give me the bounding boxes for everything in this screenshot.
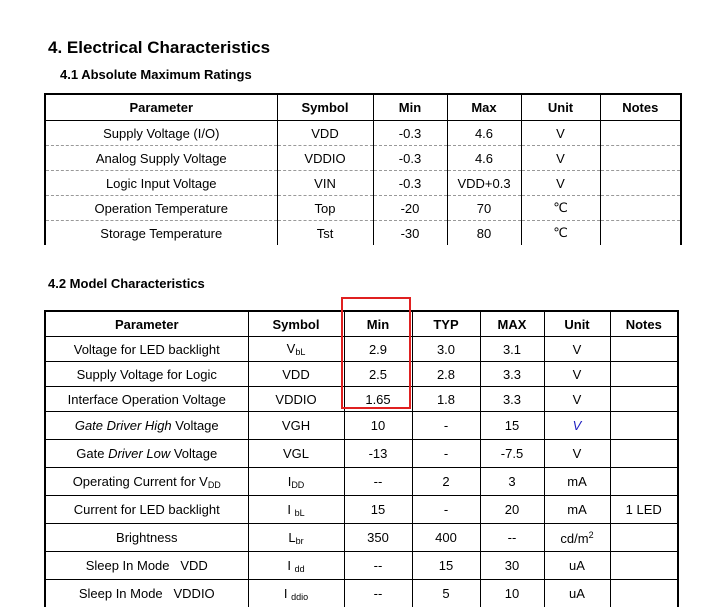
header-min: Min	[344, 311, 412, 337]
table-row	[45, 221, 681, 246]
table-row	[45, 337, 678, 362]
cell-typ: -	[412, 440, 480, 468]
header-unit: Unit	[521, 94, 600, 121]
cell-min: 15	[344, 496, 412, 524]
cell-parameter: Voltage for LED backlight	[45, 337, 248, 362]
cell-parameter: Supply Voltage (I/O)	[45, 121, 277, 146]
cell-unit	[544, 524, 610, 552]
cell-typ: -	[412, 496, 480, 524]
cell-symbol: VGH	[248, 412, 344, 440]
cell-min: 1.65	[344, 387, 412, 412]
cell-max: 3.3	[480, 362, 544, 387]
cell-parameter: Sleep In Mode VDDIO	[45, 580, 248, 608]
parameter-text: Operating Current for V	[72, 473, 208, 489]
parameter-prefix: Gate	[76, 446, 109, 461]
cell-symbol: VDD	[248, 362, 344, 387]
header-parameter: Parameter	[45, 311, 248, 337]
header-min: Min	[373, 94, 447, 121]
table-row	[45, 440, 678, 468]
cell-min: -13	[344, 440, 412, 468]
cell-notes	[600, 146, 681, 171]
cell-parameter: Analog Supply Voltage	[45, 146, 277, 171]
header-notes: Notes	[610, 311, 678, 337]
header-parameter: Parameter	[45, 94, 277, 121]
cell-max: --	[480, 524, 544, 552]
cell-unit: V	[521, 171, 600, 196]
cell-notes	[610, 412, 678, 440]
cell-parameter: Brightness	[45, 524, 248, 552]
cell-max: 20	[480, 496, 544, 524]
cell-min: 2.5	[344, 362, 412, 387]
cell-max: VDD+0.3	[447, 171, 521, 196]
header-symbol: Symbol	[277, 94, 373, 121]
table-row	[45, 524, 678, 552]
cell-parameter: Logic Input Voltage	[45, 171, 277, 196]
table-header-row	[45, 94, 681, 121]
table-row	[45, 387, 678, 412]
cell-min: -30	[373, 221, 447, 246]
cell-notes	[610, 337, 678, 362]
cell-unit: V	[544, 440, 610, 468]
cell-typ: 5	[412, 580, 480, 608]
symbol-subscript: bL	[295, 347, 306, 357]
cell-unit: V	[544, 387, 610, 412]
symbol-main: I	[287, 473, 292, 489]
symbol-subscript: dd	[294, 563, 305, 574]
cell-max: 10	[480, 580, 544, 608]
cell-max: 3.1	[480, 337, 544, 362]
cell-notes	[600, 171, 681, 196]
cell-parameter	[45, 412, 248, 440]
cell-max: 3	[480, 468, 544, 496]
table-row	[45, 552, 678, 580]
cell-parameter: Operation Temperature	[45, 196, 277, 221]
cell-max: 30	[480, 552, 544, 580]
cell-symbol	[248, 468, 344, 496]
table-row	[45, 146, 681, 171]
parameter-italic-part: Gate Driver High	[74, 418, 172, 433]
cell-parameter	[45, 468, 248, 496]
cell-notes	[610, 524, 678, 552]
model-characteristics-table	[44, 310, 679, 607]
cell-typ: 3.0	[412, 337, 480, 362]
cell-notes	[610, 468, 678, 496]
table-header-row	[45, 311, 678, 337]
cell-max: 80	[447, 221, 521, 246]
cell-parameter: Current for LED backlight	[45, 496, 248, 524]
cell-max: 4.6	[447, 121, 521, 146]
cell-min: -0.3	[373, 146, 447, 171]
cell-parameter: Interface Operation Voltage	[45, 387, 248, 412]
subsection-title-model: 4.2 Model Characteristics	[48, 276, 205, 291]
cell-unit: ℃	[521, 196, 600, 221]
cell-typ: 15	[412, 552, 480, 580]
cell-typ: 2.8	[412, 362, 480, 387]
cell-min: --	[344, 552, 412, 580]
symbol-subscript: bL	[294, 507, 305, 518]
cell-symbol	[248, 524, 344, 552]
symbol-main: I	[287, 557, 295, 573]
cell-unit: uA	[544, 580, 610, 608]
cell-min: --	[344, 468, 412, 496]
cell-min: 350	[344, 524, 412, 552]
symbol-main: L	[288, 529, 296, 545]
cell-symbol	[248, 552, 344, 580]
cell-symbol: VDD	[277, 121, 373, 146]
parameter-rest: Voltage	[171, 418, 219, 433]
header-max: Max	[447, 94, 521, 121]
symbol-main: V	[286, 341, 296, 356]
cell-unit: V	[521, 121, 600, 146]
cell-typ: -	[412, 412, 480, 440]
cell-symbol: VIN	[277, 171, 373, 196]
cell-symbol: VDDIO	[248, 387, 344, 412]
table-row	[45, 171, 681, 196]
table-row	[45, 580, 678, 608]
table-row	[45, 196, 681, 221]
cell-notes	[610, 440, 678, 468]
cell-symbol	[248, 580, 344, 608]
cell-symbol	[248, 496, 344, 524]
cell-notes	[600, 221, 681, 246]
cell-symbol	[248, 337, 344, 362]
cell-notes	[600, 121, 681, 146]
subsection-title-absolute-max: 4.1 Absolute Maximum Ratings	[60, 67, 252, 82]
cell-min: -0.3	[373, 171, 447, 196]
cell-parameter: Sleep In Mode VDD	[45, 552, 248, 580]
cell-unit: V	[521, 146, 600, 171]
cell-typ: 2	[412, 468, 480, 496]
table-row	[45, 412, 678, 440]
symbol-main: I	[287, 501, 295, 517]
cell-max: 70	[447, 196, 521, 221]
cell-max: 15	[480, 412, 544, 440]
cell-max: 4.6	[447, 146, 521, 171]
cell-notes	[610, 362, 678, 387]
cell-notes	[600, 196, 681, 221]
parameter-subscript: DD	[207, 479, 221, 490]
absolute-max-ratings-table	[44, 93, 682, 245]
cell-symbol: Tst	[277, 221, 373, 246]
symbol-subscript: DD	[291, 479, 305, 490]
cell-typ: 400	[412, 524, 480, 552]
cell-symbol: Top	[277, 196, 373, 221]
table-row	[45, 496, 678, 524]
cell-min: -0.3	[373, 121, 447, 146]
header-typ: TYP	[412, 311, 480, 337]
table-row	[45, 121, 681, 146]
parameter-italic-part: Driver Low	[108, 446, 171, 461]
unit-main: cd/m	[560, 530, 589, 546]
cell-unit: V	[544, 362, 610, 387]
table-row	[45, 468, 678, 496]
cell-unit: ℃	[521, 221, 600, 246]
cell-parameter: Supply Voltage for Logic	[45, 362, 248, 387]
cell-notes: 1 LED	[610, 496, 678, 524]
cell-max: -7.5	[480, 440, 544, 468]
cell-unit: V	[544, 412, 610, 440]
symbol-main: I	[283, 585, 292, 601]
cell-symbol: VDDIO	[277, 146, 373, 171]
cell-typ: 1.8	[412, 387, 480, 412]
header-max: MAX	[480, 311, 544, 337]
header-notes: Notes	[600, 94, 681, 121]
symbol-subscript: br	[295, 535, 304, 546]
cell-unit: V	[544, 337, 610, 362]
cell-unit: mA	[544, 468, 610, 496]
parameter-rest: Voltage	[170, 446, 218, 461]
cell-symbol: VGL	[248, 440, 344, 468]
cell-min: -20	[373, 196, 447, 221]
symbol-subscript: ddio	[291, 591, 309, 602]
section-title: 4. Electrical Characteristics	[48, 38, 271, 57]
cell-parameter	[45, 440, 248, 468]
cell-unit: uA	[544, 552, 610, 580]
unit-superscript: 2	[588, 529, 594, 540]
cell-unit: mA	[544, 496, 610, 524]
table-row	[45, 362, 678, 387]
header-unit: Unit	[544, 311, 610, 337]
cell-min: 10	[344, 412, 412, 440]
cell-notes	[610, 387, 678, 412]
cell-parameter: Storage Temperature	[45, 221, 277, 246]
cell-notes	[610, 580, 678, 608]
cell-min: 2.9	[344, 337, 412, 362]
cell-min: --	[344, 580, 412, 608]
cell-max: 3.3	[480, 387, 544, 412]
cell-notes	[610, 552, 678, 580]
header-symbol: Symbol	[248, 311, 344, 337]
